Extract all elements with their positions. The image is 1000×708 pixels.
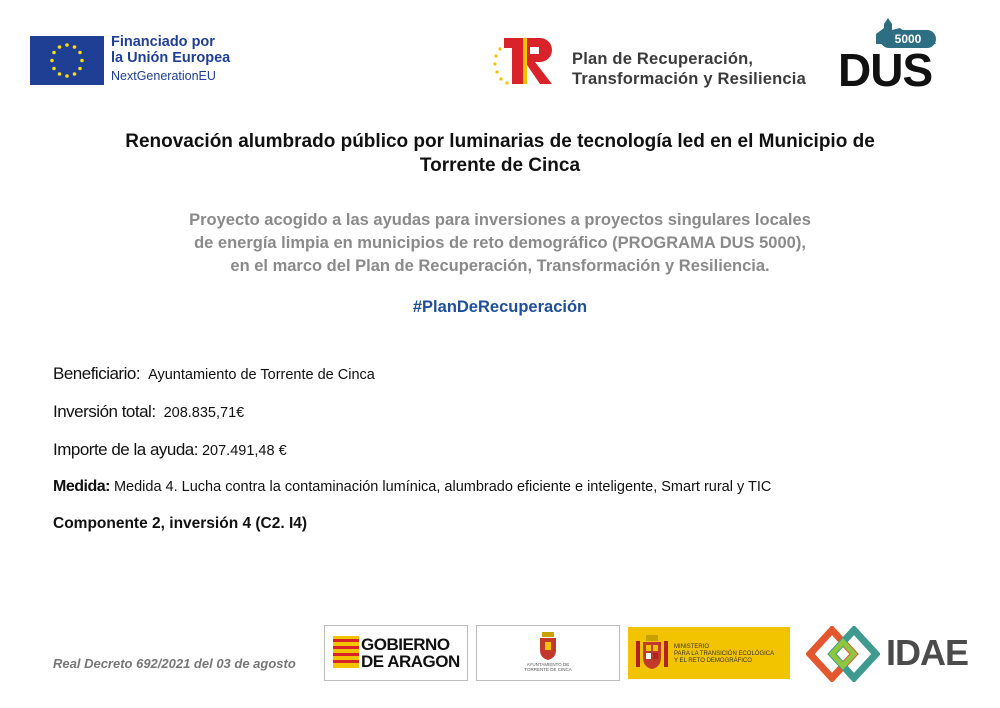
idae-diamond-icon: [806, 626, 880, 682]
eu-line1: Financiado por: [111, 34, 215, 50]
page-title: [50, 130, 950, 178]
dus-5000-badge: 5000: [880, 30, 936, 48]
idae-wordmark: IDAE: [886, 632, 969, 673]
inversion-row: [53, 402, 244, 422]
aragon-line2: DE ARAGON: [361, 652, 460, 671]
eu-line2: la Unión Europea: [111, 50, 231, 66]
ministerio-text: [674, 644, 774, 665]
aragon-text: [361, 636, 460, 670]
importe-value: 207.491,48 €: [201, 443, 287, 459]
spain-coat-of-arms-icon: [634, 635, 670, 671]
aragon-flag-icon: [333, 636, 359, 668]
importe-label: Importe de la ayuda:: [53, 440, 198, 459]
inversion-label: Inversión total:: [53, 402, 156, 421]
beneficiario-row: [53, 364, 375, 384]
idae-logo-mark: [806, 626, 880, 682]
subtitle-line3: en el marco del Plan de Recuperación, Transformación y Resiliencia.: [230, 257, 770, 275]
beneficiario-value: Ayuntamiento de Torrente de Cinca: [148, 367, 375, 383]
importe-row: [53, 440, 287, 460]
torrente-coat-of-arms-icon: [539, 632, 557, 660]
title-line2: Torrente de Cinca: [419, 155, 581, 176]
prtr-tr-icon: [492, 34, 556, 88]
ministerio-transicion-logo: [628, 627, 790, 679]
prtr-line2: Transformación y Resiliencia: [572, 70, 806, 88]
torrente-label: [517, 662, 579, 672]
ministerio-line2: PARA LA TRANSICIÓN ECOLÓGICA: [674, 651, 775, 657]
subtitle-line1: Proyecto acogido a las ayudas para inversiones a proyectos singulares locales: [189, 211, 811, 229]
componente-text: Componente 2, inversión 4 (C2. I4): [53, 515, 308, 532]
medida-row: [53, 478, 771, 496]
prtr-logo-mark: [492, 34, 556, 88]
hashtag: #PlanDeRecuperación: [412, 298, 588, 316]
eu-stars-icon: [30, 36, 104, 85]
title-line1: Renovación alumbrado público por luminarias de tecnología led en el Municipio de: [125, 131, 875, 152]
prtr-logo-text: [572, 49, 806, 89]
inversion-value: 208.835,71€: [163, 405, 245, 421]
aragon-line1: GOBIERNO: [361, 635, 450, 654]
eu-line3: NextGenerationEU: [111, 69, 216, 83]
subtitle-line2: de energía limpia en municipios de reto demográfico (PROGRAMA DUS 5000),: [194, 234, 806, 252]
torrente-line1: AYUNTAMIENTO DE: [526, 662, 570, 667]
project-description: [60, 209, 940, 278]
ayuntamiento-torrente-logo: [476, 625, 620, 681]
eu-flag-logo: [30, 36, 104, 85]
ministerio-line3: Y EL RETO DEMOGRÁFICO: [674, 658, 752, 664]
decree-text: Real Decreto 692/2021 del 03 de agosto: [53, 656, 296, 671]
eu-funding-text: [111, 34, 230, 84]
torrente-line2: TORRENTE DE CINCA: [524, 667, 572, 672]
beneficiario-label: Beneficiario:: [53, 364, 141, 383]
dus-wordmark: DUS: [838, 44, 933, 96]
gobierno-aragon-logo: [324, 625, 468, 681]
ministerio-line1: MINISTERIO: [674, 644, 710, 650]
medida-label: Medida:: [53, 478, 110, 495]
prtr-line1: Plan de Recuperación,: [572, 50, 754, 68]
medida-value: Medida 4. Lucha contra la contaminación lumínica, alumbrado eficiente e inteligente, Smart rural y TIC: [113, 479, 772, 495]
